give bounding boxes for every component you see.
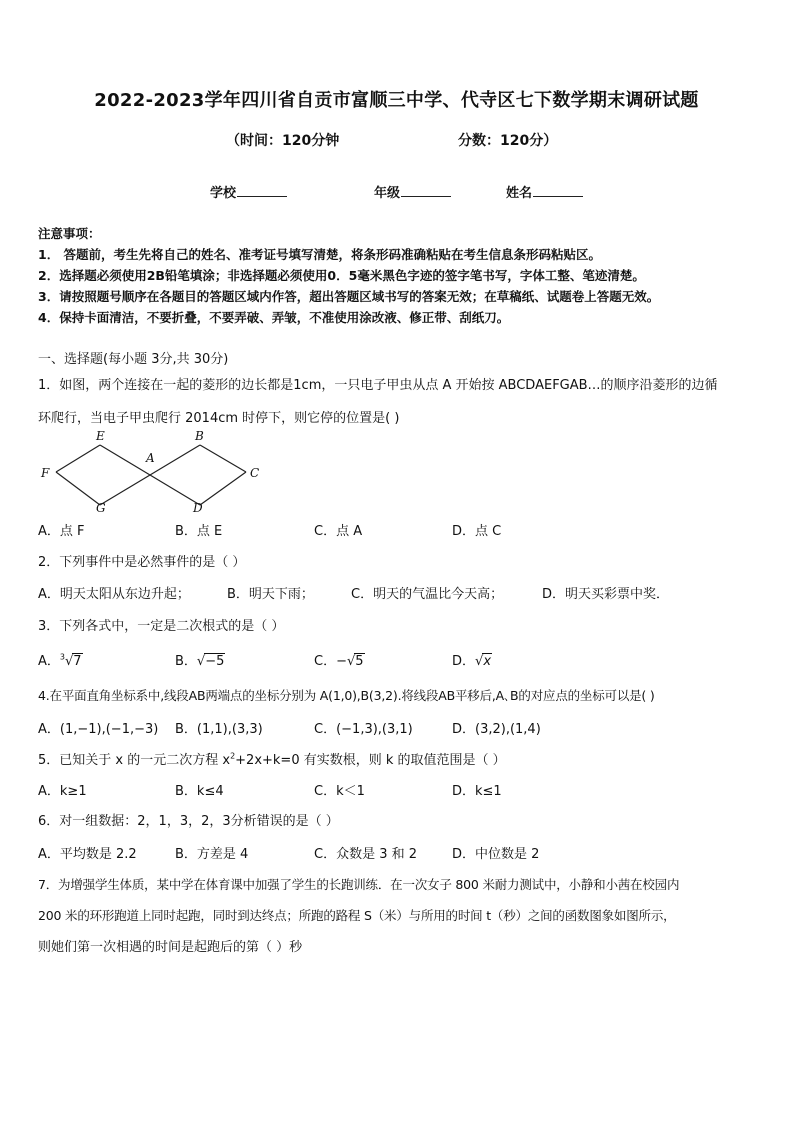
school-blank <box>237 184 287 197</box>
q3-option-d-label: D． <box>452 654 476 669</box>
q3-radicand-b: −5 <box>205 654 225 669</box>
q4-option-c: C．(−1,3),(3,1) <box>314 722 413 737</box>
q6-stem: 6．对一组数据：2，1，3，2，3分析错误的是（ ） <box>38 814 339 829</box>
q1-option-c: C．点 A <box>314 524 363 539</box>
q7-stem-line2: 200 米的环形跑道上同时起跑，同时到达终点；所跑的路程 S（米）与所用的时间 t（秒）之间的函数图象如图所示， <box>38 908 676 923</box>
edge-CB <box>200 445 246 472</box>
label-G: G <box>96 501 106 514</box>
q6-option-b: B．方差是 4 <box>175 847 249 862</box>
notice-item: 2．选择题必须使用2B铅笔填涂；非选择题必须使用0．5毫米黑色字迹的签字笔书写，字体工整、笔迹清楚。 <box>38 268 645 283</box>
q1-stem-line2: 环爬行，当电子甲虫爬行 2014cm 时停下，则它停的位置是( ) <box>38 411 400 426</box>
q6-option-c: C．众数是 3 和 2 <box>314 847 418 862</box>
radical-sign-icon: √ <box>475 654 484 669</box>
q2-option-d: D．明天买彩票中奖． <box>542 587 670 602</box>
q1-stem-line1: 1．如图，两个连接在一起的菱形的边长都是1cm，一只电子甲虫从点 A 开始按 ABCDAEFGAB…的顺序沿菱形的边循 <box>38 378 718 393</box>
q3-option-a <box>38 650 83 669</box>
label-D: D <box>193 501 203 514</box>
q2-option-a: A．明天太阳从东边升起； <box>38 587 190 602</box>
radical-sign-icon: √ <box>65 654 74 669</box>
edge-FE <box>56 445 100 472</box>
radical-sign-icon: √ <box>346 654 356 669</box>
q6-option-a: A．平均数是 2.2 <box>38 847 137 862</box>
cube-root-index: 3 <box>59 652 65 662</box>
edge-GF <box>56 472 100 505</box>
q5-option-d: D．k≤1 <box>452 784 502 799</box>
label-B: B <box>195 429 204 443</box>
q3-option-b <box>175 650 225 669</box>
q3-radicand-c: 5 <box>355 654 364 669</box>
q5-exponent: 2 <box>230 751 236 761</box>
q6-option-d: D．中位数是 2 <box>452 847 540 862</box>
q5-stem-part1: 5．已知关于 x 的一元二次方程 x <box>38 753 231 768</box>
q3-option-a-label: A． <box>38 654 60 669</box>
q3-option-b-label: B． <box>175 654 197 669</box>
q7-stem-line3: 则她们第一次相遇的时间是起跑后的第（ ）秒 <box>38 940 303 955</box>
q4-stem: 4.在平面直角坐标系中,线段AB两端点的坐标分别为 A(1,0),B(3,2).将线段AB平移后,A､B的对应点的坐标可以是( ) <box>38 688 655 703</box>
q4-option-b: B．(1,1),(3,3) <box>175 722 263 737</box>
edge-DC <box>200 472 246 505</box>
notice-item: 3．请按照题号顺序在各题目的答题区域内作答，超出答题区域书写的答案无效；在草稿纸、试题卷上答题无效。 <box>38 289 660 304</box>
q5-option-a: A．k≥1 <box>38 784 87 799</box>
q4-option-a: A．(1,−1),(−1,−3) <box>38 722 159 737</box>
label-C: C <box>250 466 260 480</box>
q2-stem: 2．下列事件中是必然事件的是（ ） <box>38 555 246 570</box>
rhombus-figure <box>40 428 262 514</box>
q5-option-b: B．k≤4 <box>175 784 224 799</box>
negative-sign: − <box>336 654 347 669</box>
exam-score: 分数：120分） <box>458 133 558 149</box>
label-E: E <box>96 429 105 443</box>
exam-title: 2022-2023学年四川省自贡市富顺三中学、代寺区七下数学期末调研试题 <box>94 90 699 111</box>
label-A: A <box>146 451 155 465</box>
q3-option-d <box>452 650 492 669</box>
q5-option-c: C．k＜1 <box>314 784 365 799</box>
q1-option-b: B．点 E <box>175 524 223 539</box>
q1-option-d: D．点 C <box>452 524 502 539</box>
name-field <box>506 182 583 201</box>
q3-option-c <box>314 650 365 669</box>
name-blank <box>533 184 583 197</box>
notice-item: 1． 答题前，考生先将自己的姓名、准考证号填写清楚，将条形码准确粘贴在考生信息条形码粘贴区。 <box>38 247 602 262</box>
q5-stem <box>38 749 506 768</box>
radical-sign-icon: √ <box>196 654 206 669</box>
grade-field <box>374 182 451 201</box>
q3-radicand-d: x <box>483 654 492 669</box>
q2-option-c: C．明天的气温比今天高； <box>351 587 504 602</box>
notice-item: 4．保持卡面清洁，不要折叠，不要弄破、弄皱，不准使用涂改液、修正带、刮纸刀。 <box>38 310 510 325</box>
name-label: 姓名 <box>506 186 533 201</box>
grade-blank <box>401 184 451 197</box>
grade-label: 年级 <box>374 186 401 201</box>
q1-option-a: A．点 F <box>38 524 85 539</box>
q5-stem-part2: +2x+k=0 有实数根，则 k 的取值范围是（ ） <box>235 753 506 768</box>
notice-heading: 注意事项： <box>38 226 101 241</box>
q3-radicand-a: 7 <box>73 654 82 669</box>
q4-option-d: D．(3,2),(1,4) <box>452 722 541 737</box>
label-F: F <box>41 466 50 480</box>
school-label: 学校 <box>210 186 237 201</box>
q2-option-b: B．明天下雨； <box>227 587 314 602</box>
exam-time: （时间：120分钟 <box>226 133 340 149</box>
section-heading: 一、选择题(每小题 3分,共 30分) <box>38 352 229 367</box>
school-field <box>210 182 287 201</box>
q7-stem-line1: 7．为增强学生体质，某中学在体育课中加强了学生的长跑训练．在一次女子 800 米耐力测试中，小静和小茜在校园内 <box>38 877 680 892</box>
q3-stem: 3．下列各式中，一定是二次根式的是（ ） <box>38 619 285 634</box>
q3-option-c-label: C． <box>314 654 337 669</box>
